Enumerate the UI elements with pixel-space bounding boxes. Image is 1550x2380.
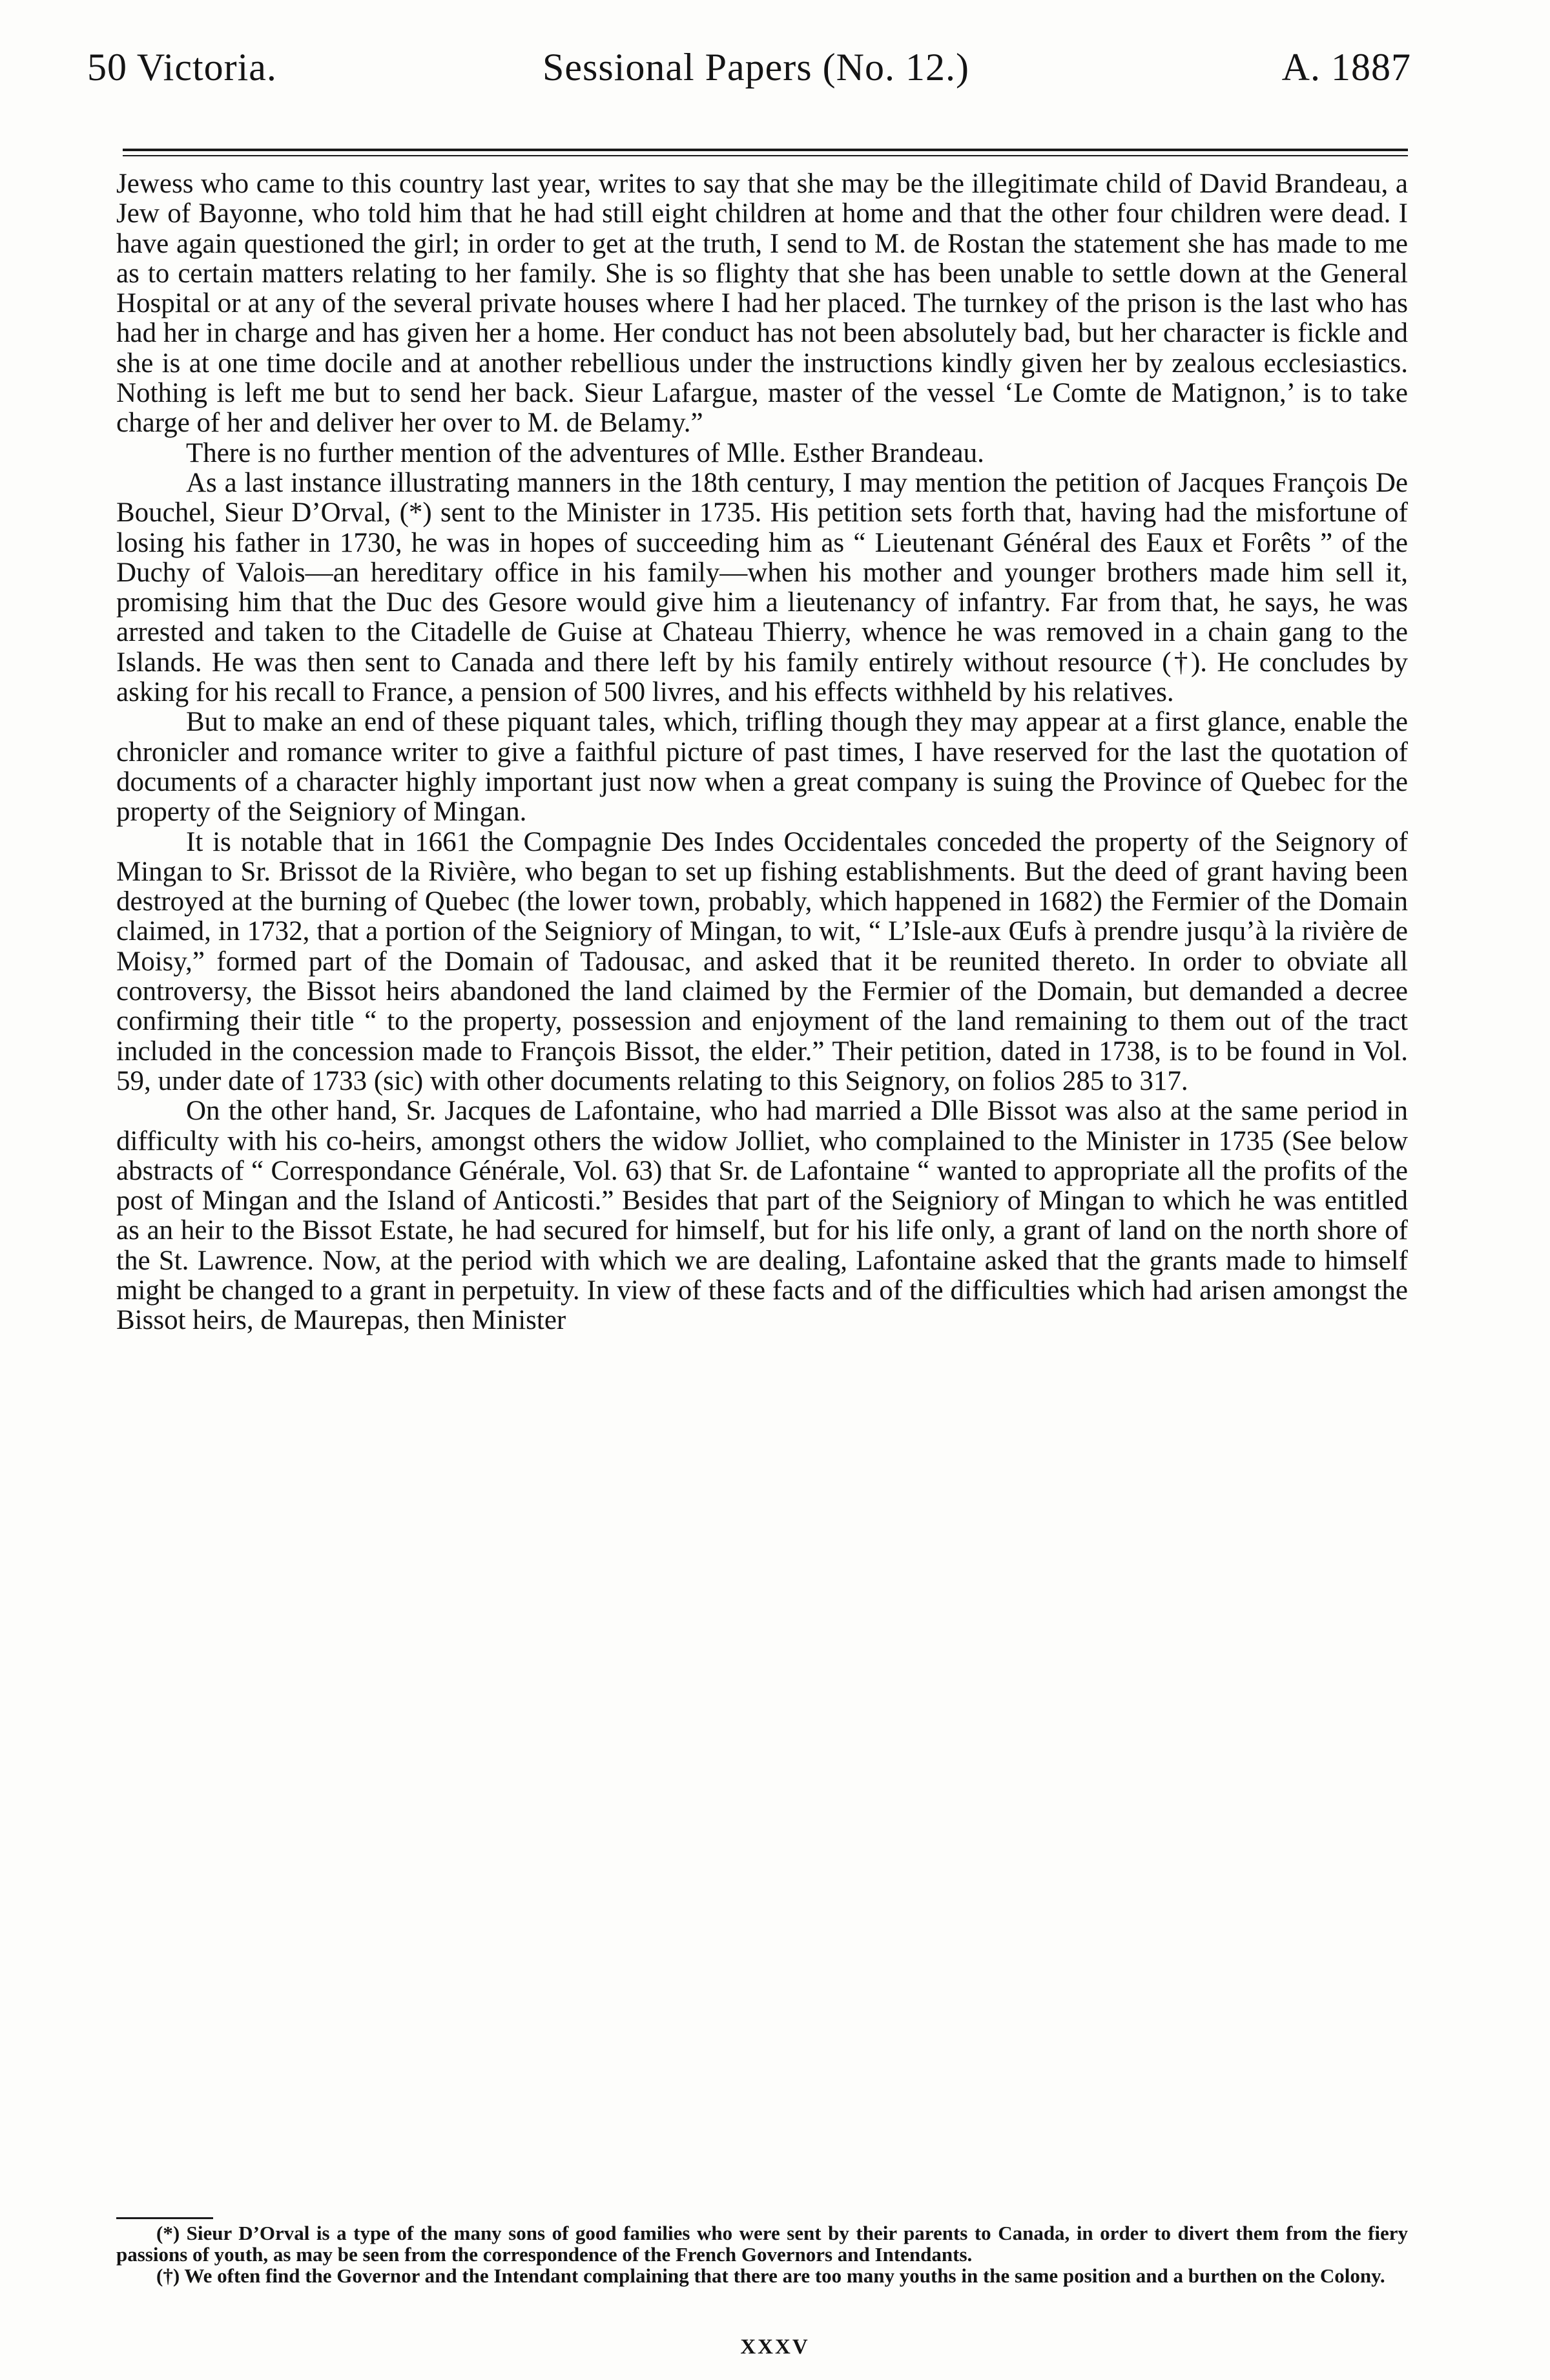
running-head bbox=[87, 45, 1411, 103]
paragraph: It is notable that in 1661 the Compagnie Des Indes Occidentales conceded the property of the Seignory of Mingan to Sr. Brissot de la Rivière, who began to set up fishing establishments. But the deed of grant having been destroyed at the burning of Quebec (the lower town, probably, which happened in 1682) the Fermier of the Domain claimed, in 1732, that a portion of the Seigniory of Mingan, to wit, “ L’Isle-aux Œufs à prendre jusqu’à la rivière de Moisy,” formed part of the Domain of Tadousac, and asked that it be reunited thereto. In order to obviate all controversy, the Bissot heirs abandoned the land claimed by the Fermier of the Domain, but demanded a decree confirming their title “ to the property, possession and enjoyment of the land remaining to them out of the tract included in the concession made to François Bissot, the elder.” Their petition, dated in 1738, is to be found in Vol. 59, under date of 1733 (sic) with other documents relating to this Seignory, on folios 285 to 317. bbox=[116, 826, 1408, 1096]
paragraph: There is no further mention of the adventures of Mlle. Esther Brandeau. bbox=[186, 437, 984, 468]
header-session: 50 Victoria. bbox=[87, 46, 277, 89]
paragraph-continued: Jewess who came to this country last year, writes to say that she may be the illegitimate child of David Brandeau, a Jew of Bayonne, who told him that he had still eight children at home and that the other four children were dead. I have again questioned the girl; in order to get at the truth, I send to M. de Rostan the statement she has made to me as to certain matters relating to her family. She is so flighty that she has been unable to settle down at the General Hospital or at any of the several private houses where I had her placed. The turnkey of the prison is the last who has had her in charge and has given her a home. Her conduct has not been absolutely bad, but her character is fickle and she is at one time docile and at another rebellious under the instructions kindly given her by zealous ecclesiastics. Nothing is left me but to send her back. Sieur Lafargue, master of the vessel ‘Le Comte de Matignon,’ is to take charge of her and deliver her over to M. de Belamy.” bbox=[116, 169, 1408, 439]
paragraph: On the other hand, Sr. Jacques de Lafontaine, who had married a Dlle Bissot was also at the same period in difficulty with his co-heirs, amongst others the widow Jolliet, who complained to the Minister in 1735 (See below abstracts of “ Correspondance Générale, Vol. 63) that Sr. de Lafontaine “ wanted to appropriate all the profits of the post of Mingan and the Island of Anticosti.” Besides that part of the Seigniory of Mingan to which he was entitled as an heir to the Bissot Estate, he had secured for himself, but for his life only, a grant of land on the north shore of the St. Lawrence. Now, at the period with which we are dealing, Lafontaine asked that the grants made to himself might be changed to a grant in perpetuity. In view of these facts and of the difficulties which had arisen amongst the Bissot heirs, de Maurepas, then Minister bbox=[116, 1096, 1408, 1336]
page-number: XXXV bbox=[740, 2335, 810, 2359]
header-year: A. 1887 bbox=[1281, 46, 1411, 89]
footnote-rule bbox=[116, 2217, 213, 2219]
paragraph: But to make an end of these piquant tales, which, trifling though they may appear at a first glance, enable the chronicler and romance writer to give a faithful picture of past times, I have reserved for the last the quotation of documents of a character highly important just now when a great company is suing the Province of Quebec for the property of the Seigniory of Mingan. bbox=[116, 707, 1408, 828]
footnote: (†) We often find the Governor and the Intendant complaining that there are too many youths in the same position and a burthen on the Colony. bbox=[156, 2264, 1385, 2287]
paragraph: As a last instance illustrating manners in the 18th century, I may mention the petition of Jacques François De Bouchel, Sieur D’Orval, (*) sent to the Minister in 1735. His petition sets forth that, having had the misfortune of losing his father in 1730, he was in hopes of succeeding him as “ Lieutenant Général des Eaux et Forêts ” of the Duchy of Valois—an hereditary office in his family—when his mother and younger brothers made him sell it, promising him that the Duc des Gesore would give him a lieutenancy of infantry. Far from that, he says, he was arrested and taken to the Citadelle de Guise at Chateau Thierry, whence he was removed in a chain gang to the Islands. He was then sent to Canada and there left by his family entirely without resource (†). He concludes by asking for his recall to France, a pension of 500 livres, and his effects withheld by his relatives. bbox=[116, 467, 1408, 708]
footnotes bbox=[116, 2222, 1408, 2286]
main-text bbox=[116, 169, 1408, 1336]
footnote: (*) Sieur D’Orval is a type of the many sons of good families who were sent by their parents to Canada, in order to divert them from the fiery passions of youth, as may be seen from the correspondence of the French Governors and Intendants. bbox=[116, 2222, 1408, 2266]
header-rule-thick bbox=[123, 149, 1408, 151]
header-title: Sessional Papers (No. 12.) bbox=[542, 46, 969, 89]
header-rule-thin bbox=[123, 155, 1408, 156]
